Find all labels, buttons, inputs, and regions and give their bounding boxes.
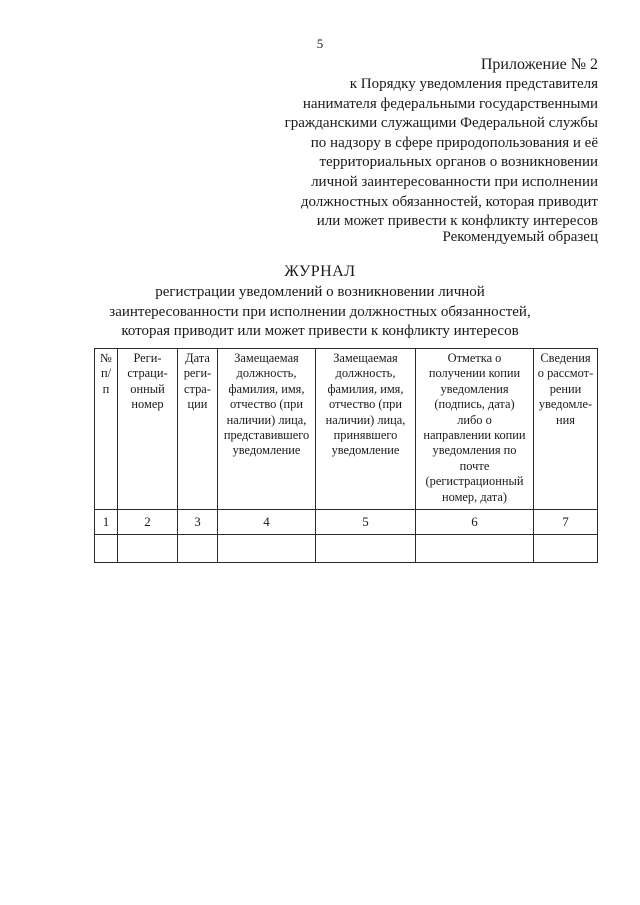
column-header-line: принявшего	[333, 428, 398, 443]
column-header-line: онный	[130, 381, 165, 396]
journal-title: ЖУРНАЛ	[284, 263, 356, 280]
appendix-line: территориальных органов о возникновении	[319, 154, 598, 171]
appendix-block	[238, 54, 598, 232]
column-header	[416, 349, 534, 510]
column-header	[316, 349, 416, 510]
journal-subtitle-line: которая приводит или может привести к конфликту интересов	[121, 323, 519, 339]
column-header-line: уведомление	[331, 443, 400, 458]
table-cell	[534, 535, 598, 563]
table-cell	[118, 535, 178, 563]
column-header-line: Отметка о	[447, 351, 502, 365]
column-header-line: №	[100, 351, 112, 365]
column-header-line: Реги-	[133, 351, 162, 365]
column-header-line: почте	[459, 458, 490, 473]
column-header-line: номер, дата)	[442, 489, 507, 504]
column-header-line: отчество (при	[229, 397, 304, 412]
sample-note: Рекомендуемый образец	[442, 229, 598, 245]
column-header-line: реги-	[183, 366, 212, 381]
column-header	[178, 349, 218, 510]
column-header-line: страци-	[127, 366, 168, 381]
column-header-line: Замещаемая	[333, 351, 398, 365]
column-number: 5	[316, 510, 416, 535]
column-header-line: номер	[131, 397, 164, 412]
appendix-line: к Порядку уведомления представителя	[349, 76, 598, 92]
column-number: 4	[218, 510, 316, 535]
appendix-line: или может привести к конфликту интересов	[316, 213, 598, 230]
column-header-line: (регистрационный	[425, 474, 524, 489]
column-header-line: либо о	[457, 412, 492, 427]
journal-table	[94, 348, 598, 563]
journal-subtitle-line: регистрации уведомлений о возникновении личной	[155, 284, 485, 300]
column-header-line: уведомление	[232, 443, 301, 458]
column-header	[218, 349, 316, 510]
table-row	[95, 535, 598, 563]
column-header-line: (подпись, дата)	[434, 397, 515, 412]
journal-subtitle	[0, 283, 640, 342]
column-header-line: рении	[549, 381, 582, 396]
column-number: 6	[416, 510, 534, 535]
appendix-line: личной заинтересованности при исполнении	[311, 173, 598, 190]
column-header-line: уведомления	[440, 381, 509, 396]
journal-subtitle-line: заинтересованности при исполнении должностных обязанностей,	[109, 303, 531, 320]
column-number-row	[95, 510, 598, 535]
column-header-line: уведомле-	[538, 397, 593, 412]
table-cell	[218, 535, 316, 563]
column-header	[95, 349, 118, 510]
column-number: 2	[118, 510, 178, 535]
column-header-line: фамилия, имя,	[327, 381, 404, 396]
column-header-line: должность,	[335, 366, 396, 381]
column-header-line: направлении копии	[423, 428, 526, 443]
column-header-line: о рассмот-	[537, 366, 594, 381]
column-header-line: наличии) лица,	[325, 412, 406, 427]
column-number: 3	[178, 510, 218, 535]
column-header-line: Дата	[185, 351, 210, 365]
appendix-line: гражданскими служащими Федеральной службы	[284, 115, 598, 132]
column-header-line: ции	[187, 397, 208, 412]
page-number: 5	[316, 36, 324, 51]
appendix-line: нанимателя федеральными государственными	[302, 95, 598, 112]
column-header-line: получении копии	[428, 366, 521, 381]
column-header	[118, 349, 178, 510]
appendix-line: должностных обязанностей, которая приводит	[300, 193, 598, 210]
appendix-title: Приложение № 2	[480, 56, 598, 73]
table-cell	[416, 535, 534, 563]
column-header-line: Сведения	[540, 351, 591, 365]
column-header-line: ния	[556, 412, 575, 427]
journal-heading	[0, 262, 640, 342]
table-cell	[316, 535, 416, 563]
column-number: 1	[95, 510, 118, 535]
column-header-line: уведомления по	[432, 443, 517, 458]
table-cell	[95, 535, 118, 563]
table-header-row	[95, 349, 598, 510]
column-header-line: стра-	[184, 381, 211, 396]
table-cell	[178, 535, 218, 563]
column-header-line: должность,	[236, 366, 297, 381]
appendix-line: по надзору в сфере природопользования и её	[310, 134, 598, 151]
column-number: 7	[534, 510, 598, 535]
column-header-line: отчество (при	[328, 397, 403, 412]
column-header	[534, 349, 598, 510]
column-header-line: п	[102, 381, 110, 396]
column-header-line: наличии) лица,	[226, 412, 307, 427]
column-header-line: представившего	[223, 428, 310, 443]
column-header-line: Замещаемая	[234, 351, 299, 365]
column-header-line: п/	[100, 366, 112, 381]
column-header-line: фамилия, имя,	[228, 381, 305, 396]
